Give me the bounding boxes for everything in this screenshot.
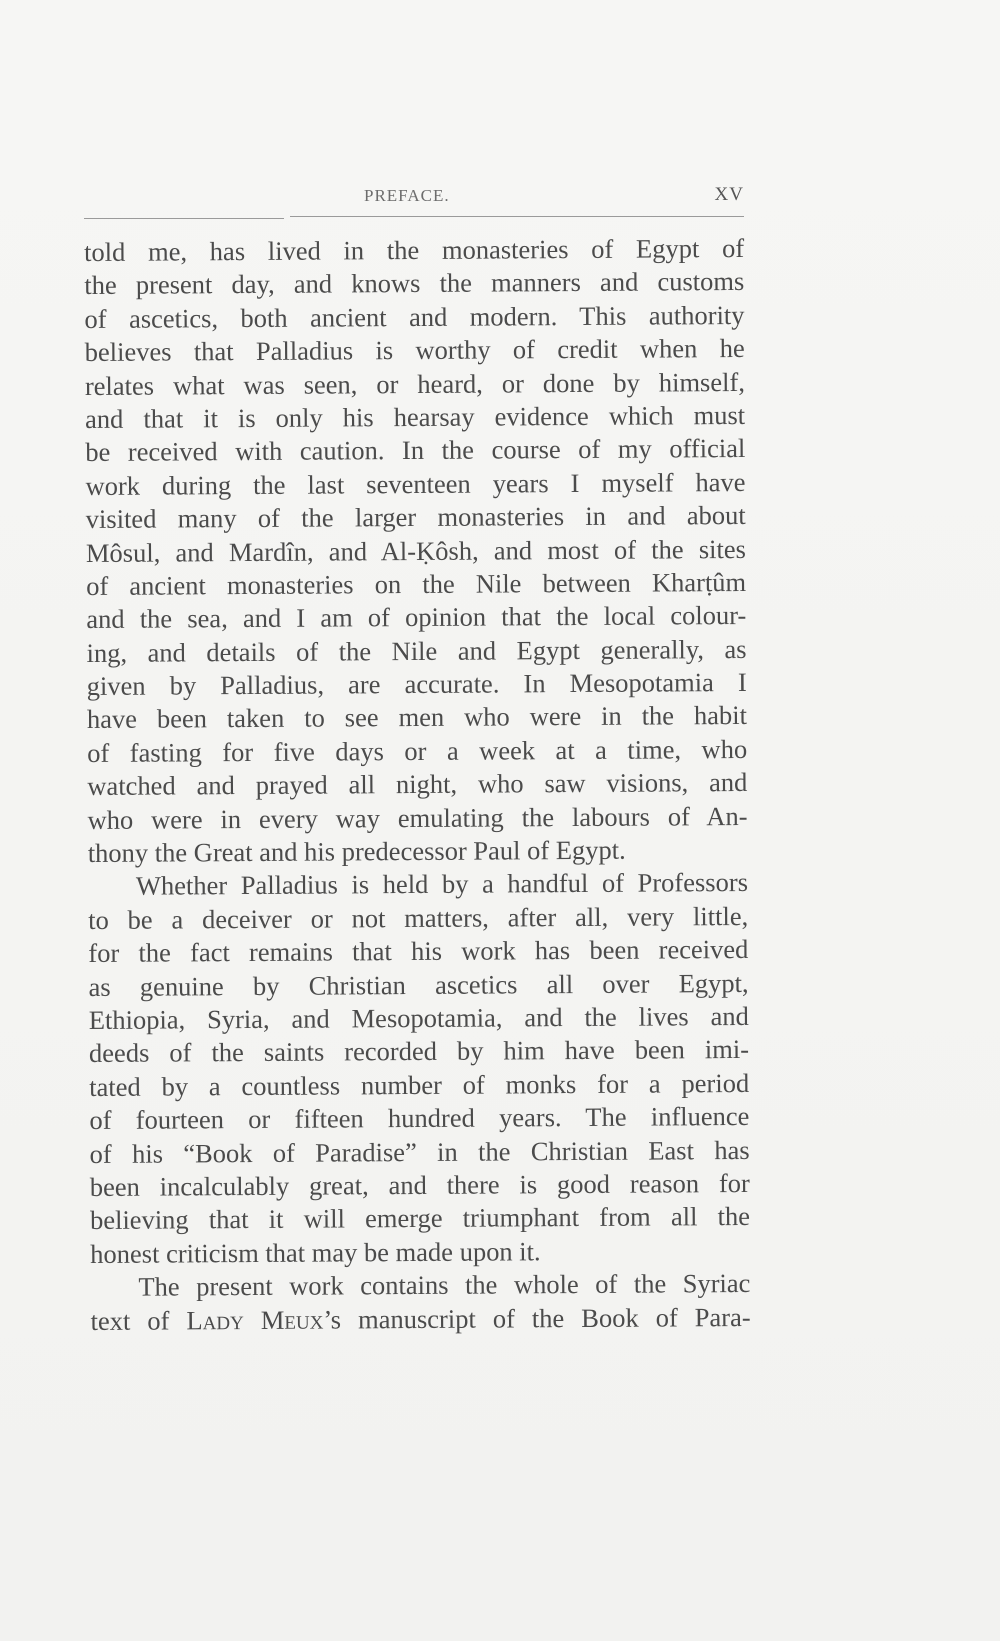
text-line: of ascetics, both ancient and modern. This authority: [84, 299, 745, 334]
text-line: for the fact remains that his work has been received: [88, 934, 749, 969]
text-line: be received with caution. In the course of my official: [85, 433, 746, 468]
header-rule-left: [84, 218, 284, 219]
text-line: tated by a countless number of monks for a period: [89, 1067, 750, 1102]
final-line-before: text of: [90, 1304, 187, 1336]
text-line: work during the last seventeen years I myself have: [85, 466, 746, 501]
text-line: as genuine by Christian ascetics all over Egypt,: [88, 967, 749, 1002]
manuscript-owner-name: Lady Meux: [186, 1304, 324, 1335]
text-line: Ethiopia, Syria, and Mesopotamia, and the lives and: [88, 1000, 749, 1035]
text-line: have been taken to see men who were in the habit: [86, 700, 748, 735]
text-line: of his “Book of Paradise” in the Christian East has: [89, 1134, 750, 1169]
text-line: relates what was seen, or heard, or done by himself,: [84, 366, 745, 401]
text-line-final: [91, 1300, 751, 1337]
text-line: been incalculably great, and there is good reason for: [89, 1167, 750, 1202]
text-line: of ancient monasteries on the Nile between Kharṭûm: [86, 566, 747, 601]
text-line: deeds of the saints recorded by him have been imi-: [88, 1034, 750, 1069]
header-rule-right: [290, 216, 744, 217]
page-number: XV: [714, 184, 744, 205]
text-line: and that it is only his hearsay evidence which must: [85, 399, 746, 434]
text-line: believes that Palladius is worthy of credit when he: [84, 333, 745, 368]
text-line: believing that it will emerge triumphant from all the: [89, 1201, 751, 1236]
body-text: [84, 232, 751, 1338]
text-line: of fasting for five days or a week at a time, who: [87, 733, 748, 768]
text-line: ing, and details of the Nile and Egypt generally, as: [86, 633, 747, 668]
running-head: PREFACE.: [364, 186, 450, 205]
text-line: of fourteen or fifteen hundred years. The influence: [89, 1101, 750, 1136]
text-line: Whether Palladius is held by a handful of Professors: [135, 867, 749, 902]
text-line: and the sea, and I am of opinion that the local colour-: [86, 600, 747, 635]
final-line-after: ’s manuscript of the Book of Para-: [323, 1301, 751, 1335]
text-line: watched and prayed all night, who saw visions, and: [87, 767, 748, 802]
text-line: thony the Great and his predecessor Paul of Egypt.: [87, 834, 626, 869]
text-line: Môsul, and Mardîn, and Al-Ḳôsh, and most of the sites: [85, 533, 747, 568]
text-line: honest criticism that may be made upon it.: [90, 1235, 541, 1269]
text-line: visited many of the larger monasteries in and about: [85, 500, 746, 535]
text-line: told me, has lived in the monasteries of Egypt of: [84, 232, 745, 267]
page-header: [84, 178, 744, 222]
text-line: The present work contains the whole of the Syriac: [138, 1268, 751, 1302]
text-line: who were in every way emulating the labours of An-: [87, 800, 748, 835]
text-line: the present day, and knows the manners and customs: [84, 266, 745, 301]
text-line: to be a deceiver or not matters, after all, very little,: [88, 900, 749, 935]
text-line: given by Palladius, are accurate. In Mesopotamia I: [86, 667, 747, 702]
